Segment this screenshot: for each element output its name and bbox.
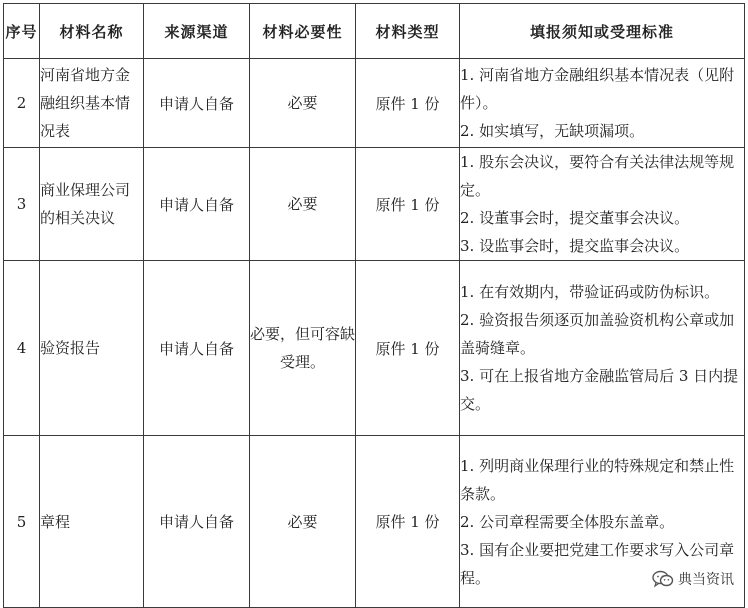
material-source: 申请人自备: [144, 59, 250, 148]
material-requirements: [460, 59, 745, 148]
material-name: 章程: [40, 436, 144, 608]
requirement-item: 1. 股东会决议，要符合有关法律法规等规定。: [460, 153, 735, 199]
requirement-item: 2. 如实填写，无缺项漏项。: [460, 122, 645, 140]
requirement-item: 2. 设董事会时，提交董事会决议。: [460, 209, 690, 227]
requirement-item: 2. 验资报告须逐页加盖验资机构公章或加盖骑缝章。: [460, 311, 735, 357]
row-number: 2: [4, 59, 40, 148]
material-requirements: [460, 261, 745, 436]
header-name: 材料名称: [40, 4, 144, 59]
table-row: [4, 261, 745, 436]
material-type: 原件 1 份: [356, 436, 460, 608]
table-header-row: [4, 4, 745, 59]
material-type: 原件 1 份: [356, 261, 460, 436]
requirement-item: 1. 在有效期内，带验证码或防伪标识。: [460, 283, 720, 301]
row-number: 5: [4, 436, 40, 608]
table-row: [4, 59, 745, 148]
watermark-text: 典当资讯: [678, 572, 734, 588]
material-type: 原件 1 份: [356, 148, 460, 261]
material-necessity: 必要: [250, 59, 356, 148]
row-number: 4: [4, 261, 40, 436]
materials-table: [3, 3, 745, 608]
material-name: 验资报告: [40, 261, 144, 436]
material-necessity: 必要，但可容缺受理。: [250, 261, 356, 436]
material-requirements: [460, 148, 745, 261]
material-type: 原件 1 份: [356, 59, 460, 148]
material-name: 商业保理公司的相关决议: [40, 148, 144, 261]
wechat-icon: [652, 570, 674, 588]
header-no: 序号: [4, 4, 40, 59]
header-requirements: 填报须知或受理标准: [460, 4, 745, 59]
header-source: 来源渠道: [144, 4, 250, 59]
material-source: 申请人自备: [144, 436, 250, 608]
wechat-watermark: [652, 569, 734, 589]
material-necessity: 必要: [250, 148, 356, 261]
material-source: 申请人自备: [144, 148, 250, 261]
table-row: [4, 436, 745, 608]
requirement-item: 3. 国有企业要把党建工作要求写入公司章程。: [460, 540, 735, 587]
header-type: 材料类型: [356, 4, 460, 59]
requirement-item: 3. 设监事会时，提交监事会决议。: [460, 237, 690, 255]
material-source: 申请人自备: [144, 261, 250, 436]
material-name: 河南省地方金融组织基本情况表: [40, 59, 144, 148]
table-row: [4, 148, 745, 261]
requirement-item: 1. 列明商业保理行业的特殊规定和禁止性条款。: [460, 456, 735, 503]
requirement-item: 1. 河南省地方金融组织基本情况表（见附件）。: [460, 66, 735, 112]
requirement-item: 3. 可在上报省地方金融监管局后 3 日内提交。: [460, 367, 739, 413]
requirement-item: 2. 公司章程需要全体股东盖章。: [460, 512, 675, 531]
material-necessity: 必要: [250, 436, 356, 608]
row-number: 3: [4, 148, 40, 261]
header-necessity: 材料必要性: [250, 4, 356, 59]
